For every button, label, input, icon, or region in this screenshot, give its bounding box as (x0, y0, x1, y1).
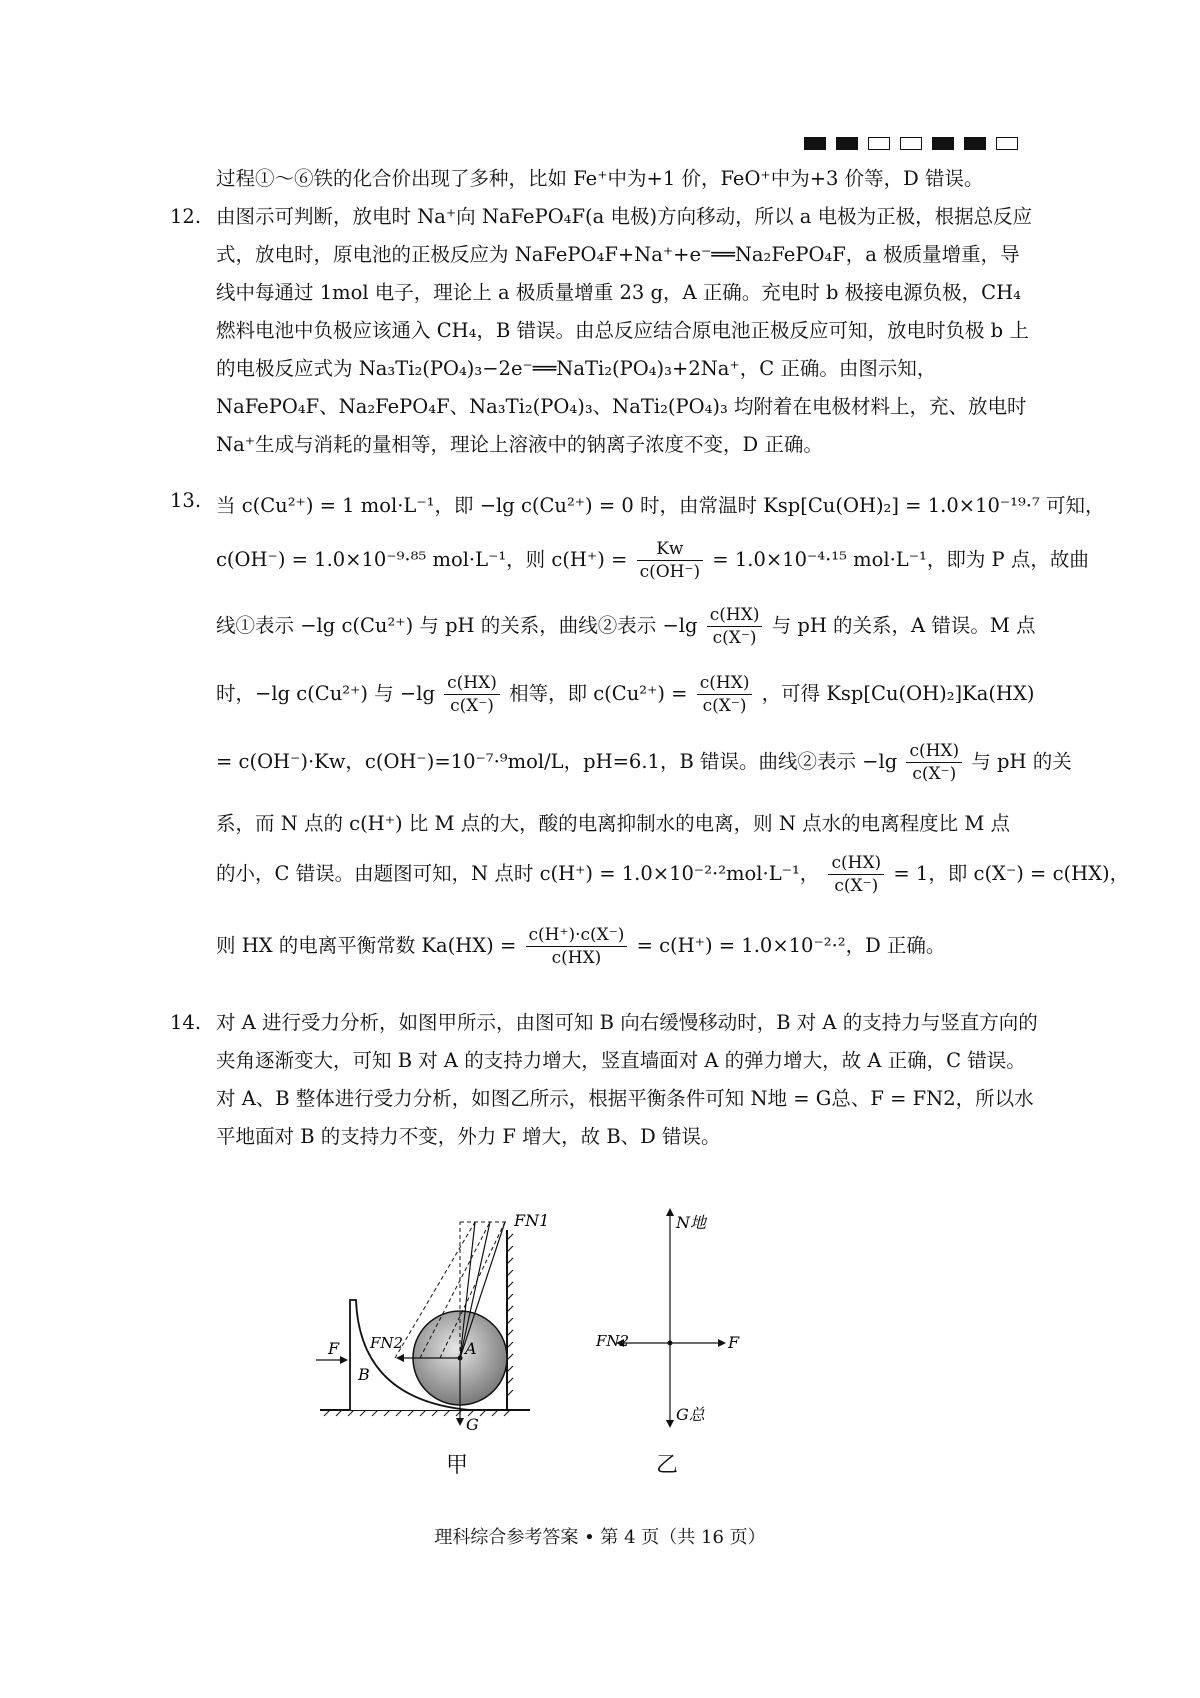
label-a: A (465, 1339, 477, 1358)
hx-denominator: c(X⁻) (702, 696, 747, 716)
ka-fraction (526, 924, 628, 969)
q13-line7-a: 的小，C 错误。由题图可知，N 点时 c(H⁺) = 1.0×10⁻²·²mol·L⁻¹， (216, 862, 820, 885)
force-diagrams (328, 1211, 870, 1470)
hx-denominator: c(X⁻) (834, 876, 879, 896)
n-arrowhead (666, 1208, 674, 1216)
hx-denominator: c(X⁻) (712, 628, 757, 648)
label-fn2-yi: FN2 (596, 1332, 630, 1350)
figure-yi (595, 1208, 740, 1428)
ka-numerator: c(H⁺)·c(X⁻) (526, 924, 628, 947)
q13-line4-c: ，可得 Ksp[Cu(OH)₂]Ka(HX) (761, 682, 1035, 705)
label-n-di: N地 (676, 1213, 707, 1232)
hx-denominator: c(X⁻) (450, 696, 494, 716)
g-arrowhead (456, 1418, 464, 1426)
hx-fraction (697, 672, 753, 717)
caption-yi: 乙 (656, 1453, 679, 1478)
q14-number: 14. (170, 1011, 202, 1034)
hx-fraction (828, 852, 884, 897)
q13-line1: 当 c(Cu²⁺) = 1 mol·L⁻¹，即 −lg c(Cu²⁺) = 0 时，由常温时 Ksp[Cu(OH)₂] = 1.0×10⁻¹⁹·⁷ 可知， (216, 494, 1105, 517)
q13-line4 (216, 672, 1034, 717)
f-arrowhead (340, 1356, 348, 1364)
q13-line3-b: 与 pH 的关系，A 错误。M 点 (771, 614, 1036, 637)
hx-numerator: c(HX) (707, 604, 763, 627)
label-b: B (358, 1365, 370, 1384)
hx-numerator: c(HX) (697, 672, 753, 695)
mark-empty (900, 137, 922, 150)
q13-line2 (216, 538, 1089, 583)
q13-line6: 系，而 N 点的 c(H⁺) 比 M 点的大，酸的电离抑制水的电离，则 N 点水的电离程度比 M 点 (216, 812, 1010, 835)
label-g-total: G总 (676, 1405, 705, 1424)
q13-line2-a: c(OH⁻) = 1.0×10⁻⁹·⁸⁵ mol·L⁻¹，则 c(H⁺) = (216, 548, 628, 571)
q12-text: 由图示可判断，放电时 Na⁺向 NaFePO₄F(a 电极)方向移动，所以 a 电极为正极，根据总反应式，放电时，原电池的正极反应为 NaFePO₄F+Na⁺+e⁻══Na₂FePO₄F，a 极质量增重，导线中每通过 1mol 电子，理论上 a 极质量增重 23 g，A 正确。充电时 b 极接电源负极，CH₄燃料电池中负极应该通入 CH₄，B 错误。由总反应结合原电池正极反应可知，放电时负极 b 上的电极反应式为 Na₃Ti₂(PO₄)₃−2e⁻══NaTi₂(PO₄)₃+2Na⁺，C 正确。由图示知，NaFePO₄F、Na₂FePO₄F、Na₃Ti₂(PO₄)₃、NaTi₂(PO₄)₃ 均附着在电极材料上，充、放电时 Na⁺生成与消耗的量相等，理论上溶液中的钠离子浓度不变，D 正确。 (216, 205, 1033, 456)
label-g: G (466, 1415, 479, 1434)
q13-line4-a: 时，−lg c(Cu²⁺) 与 −lg (216, 682, 435, 705)
q13-line3 (216, 604, 1036, 649)
label-f-yi: F (728, 1333, 740, 1352)
q11-tail: 过程①～⑥铁的化合价出现了多种，比如 Fe⁺中为+1 价，FeO⁺中为+3 价等，D 错误。 (216, 167, 984, 190)
header-marks (804, 137, 1018, 150)
label-f: F (328, 1339, 340, 1358)
mark-filled (932, 137, 954, 150)
label-fn1: FN1 (514, 1211, 550, 1230)
mark-filled (964, 137, 986, 150)
mark-empty (868, 137, 890, 150)
hx-fraction (444, 672, 500, 717)
hx-fraction (906, 740, 962, 785)
q13-line8-b: = c(H⁺) = 1.0×10⁻²·²，D 正确。 (636, 934, 946, 957)
q13-line7 (216, 852, 1129, 897)
q12-number: 12. (170, 205, 202, 228)
hx-numerator: c(HX) (906, 740, 962, 763)
kw-fraction (637, 538, 704, 583)
q13-line7-b: = 1，即 c(X⁻) = c(HX)， (893, 862, 1130, 885)
hx-denominator: c(X⁻) (912, 764, 957, 784)
label-fn2: FN2 (370, 1334, 404, 1352)
page-footer: 理科综合参考答案 • 第 4 页（共 16 页） (434, 1527, 766, 1548)
q13-line2-b: = 1.0×10⁻⁴·¹⁵ mol·L⁻¹，即为 P 点，故曲 (712, 548, 1089, 571)
caption-jia: 甲 (446, 1453, 469, 1478)
q13-line5-a: = c(OH⁻)·Kw，c(OH⁻)=10⁻⁷·⁹mol/L，pH=6.1，B 错误。曲线②表示 −lg (216, 750, 898, 773)
figure-jia (316, 1211, 549, 1434)
center-point (668, 1341, 673, 1346)
q13-line8 (216, 924, 945, 969)
q13-line5-b: 与 pH 的关 (971, 750, 1072, 773)
q14-text: 对 A 进行受力分析，如图甲所示，由图可知 B 向右缓慢移动时，B 对 A 的支持力与竖直方向的夹角逐渐变大，可知 B 对 A 的支持力增大，竖直墙面对 A 的弹力增大，故 A 正确，C 错误。对 A、B 整体进行受力分析，如图乙所示，根据平衡条件可知 N地 = G总、F = FN2，所以水平地面对 B 的支持力不变，外力 F 增大，故 B、D 错误。 (216, 1011, 1038, 1148)
mark-filled (836, 137, 858, 150)
mark-empty (996, 137, 1018, 150)
f-yi-arrowhead (718, 1339, 726, 1347)
mark-filled (804, 137, 826, 150)
kw-denominator: c(OH⁻) (639, 562, 701, 582)
ka-denominator: c(HX) (551, 948, 602, 968)
hx-numerator: c(HX) (444, 672, 500, 695)
q13-line3-a: 线①表示 −lg c(Cu²⁺) 与 pH 的关系，曲线②表示 −lg (216, 614, 698, 637)
q13-line5 (216, 740, 1072, 785)
q13-line4-b: 相等，即 c(Cu²⁺) = (509, 682, 688, 705)
g-total-arrowhead (666, 1420, 674, 1428)
hx-numerator: c(HX) (828, 852, 884, 875)
kw-numerator: Kw (637, 538, 704, 561)
q13-line8-a: 则 HX 的电离平衡常数 Ka(HX) = (216, 934, 517, 957)
q13-number: 13. (170, 489, 202, 512)
hx-fraction (707, 604, 763, 649)
